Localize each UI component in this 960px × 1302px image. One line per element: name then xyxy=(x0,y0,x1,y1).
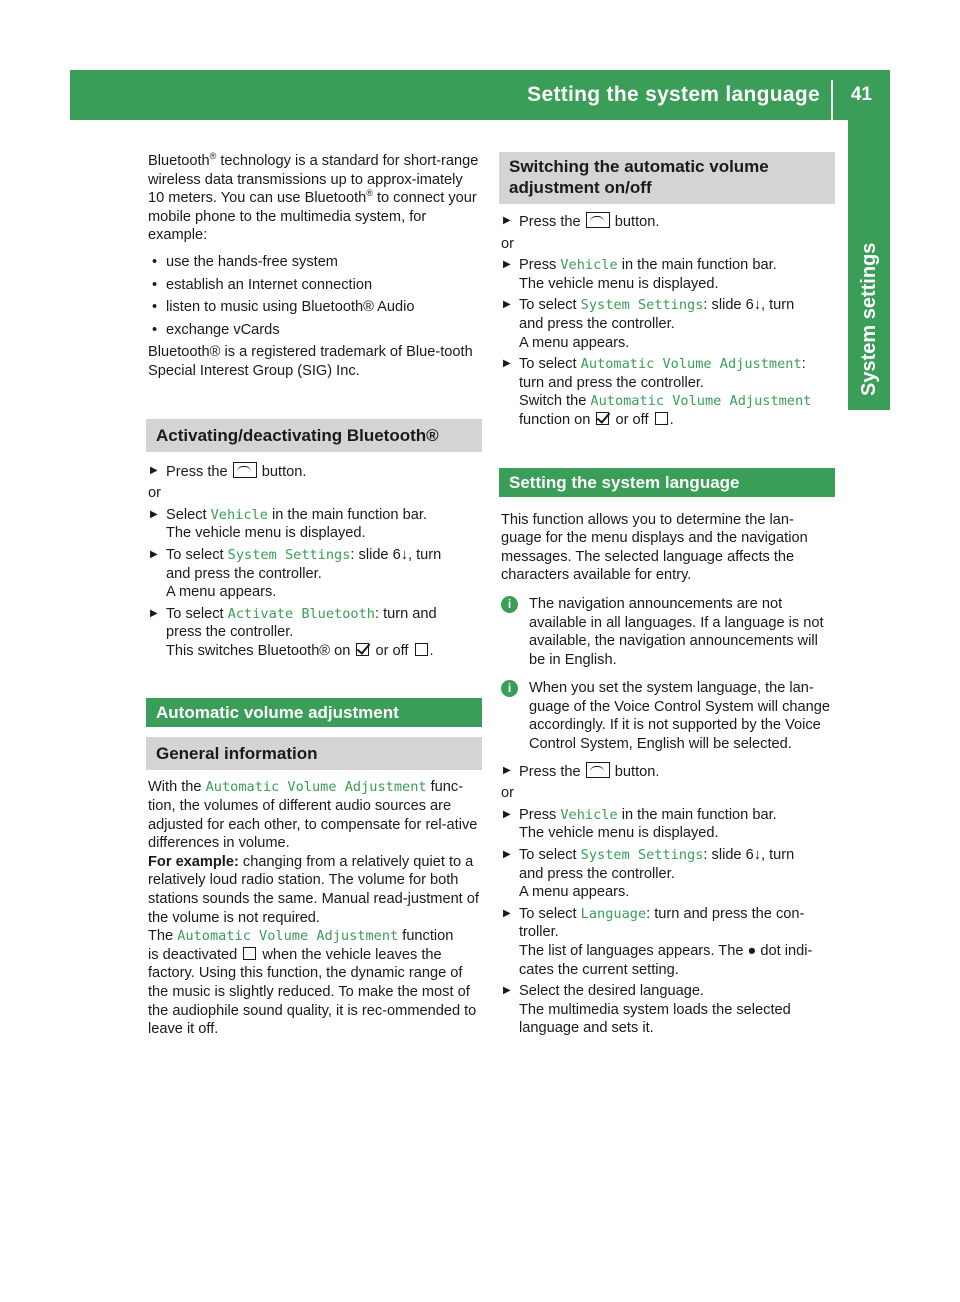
intro-paragraph: Bluetooth® technology is a standard for short-range wireless data transmissions up to approx-imately 10 meters. You can use Bluetooth® to connect your mobile phone to the multimedia system, for example: xyxy=(148,151,479,244)
side-tab-label: System settings xyxy=(858,242,880,396)
car-icon xyxy=(586,762,610,778)
header-title: Setting the system language xyxy=(527,83,820,106)
deactivated-paragraph: The Automatic Volume Adjustment function is deactivated when the vehicle leaves the factory. Using this function, the dynamic range of the music is slightly reduced. To make the most of the audiophile sound quality, it is rec-ommended to leave it off. xyxy=(148,928,477,1038)
section-heading-switch-volume: Switching the automatic volume adjustment on/off xyxy=(499,152,835,204)
example-paragraph: For example: changing from a relatively quiet to a relatively loud radio station. The volume for both stations sounds the same. Manual read-justment of the volume is not required. xyxy=(148,853,479,926)
info-icon: i xyxy=(501,680,518,697)
step-press-button: ▶ Press the button. xyxy=(148,462,480,482)
language-intro: This function allows you to determine the lan-guage for the menu displays and the navigation messages. The selected language affects the characters available for entry. xyxy=(501,511,808,584)
step-press-vehicle: ▶ Press Vehicle in the main function bar. The vehicle menu is displayed. xyxy=(501,806,833,843)
or-text: or xyxy=(501,785,514,802)
step-select-vehicle: ▶ Select Vehicle in the main function bar. The vehicle menu is displayed. xyxy=(148,506,480,543)
step-press-button: ▶ Press the button. xyxy=(501,212,833,232)
page-number: 41 xyxy=(850,84,872,105)
step-select-language: ▶ To select Language: turn and press the con-troller. The list of languages appears. The ● dot indi-cates the current setting. xyxy=(501,905,833,979)
info-note: i When you set the system language, the lan-guage of the Voice Control System will change accordingly. If it is not supported by the Voice Control System, English will be selected. xyxy=(501,679,833,753)
right-column xyxy=(501,152,833,1038)
checkbox-on-icon xyxy=(596,412,609,425)
step-select-system-settings: ▶ To select System Settings: slide 6↓, turn and press the controller. A menu appears. xyxy=(148,546,480,602)
section-heading-language: Setting the system language xyxy=(499,468,835,497)
section-heading-bluetooth: Activating/deactivating Bluetooth® xyxy=(146,419,482,452)
general-paragraph: With the Automatic Volume Adjustment func-tion, the volumes of different audio sources are adjusted for each other, to compensate for rel-ative differences in volume. xyxy=(148,779,478,852)
trademark-note: Bluetooth® is a registered trademark of Blue-tooth Special Interest Group (SIG) Inc. xyxy=(148,344,473,379)
side-tab xyxy=(848,120,890,410)
radio-dot-icon: ● xyxy=(747,943,757,959)
checkbox-off-icon xyxy=(415,643,428,656)
or-text: or xyxy=(148,485,161,502)
list-item: • establish an Internet connection xyxy=(148,276,480,295)
list-item: • use the hands-free system xyxy=(148,253,480,272)
step-select-system-settings: ▶ To select System Settings: slide 6↓, turn and press the controller. A menu appears. xyxy=(501,846,833,902)
car-icon xyxy=(233,462,257,478)
list-item: • listen to music using Bluetooth® Audio xyxy=(148,298,480,317)
left-column xyxy=(148,152,480,1039)
checkbox-off-icon xyxy=(655,412,668,425)
step-select-desired-language: ▶ Select the desired language. The multimedia system loads the selected language and sets it. xyxy=(501,982,833,1038)
info-icon: i xyxy=(501,596,518,613)
or-text: or xyxy=(501,235,514,252)
section-heading-general: General information xyxy=(146,737,482,770)
checkbox-on-icon xyxy=(356,643,369,656)
step-activate-bluetooth: ▶ To select Activate Bluetooth: turn and press the controller. This switches Bluetooth® on or off . xyxy=(148,605,480,661)
step-press-vehicle: ▶ Press Vehicle in the main function bar. The vehicle menu is displayed. xyxy=(501,256,833,293)
page-header xyxy=(70,70,890,120)
info-note: i The navigation announcements are not available in all languages. If a language is not available, the navigation announcements will be in English. xyxy=(501,595,833,669)
section-heading-auto-volume: Automatic volume adjustment xyxy=(146,698,482,727)
step-select-system-settings: ▶ To select System Settings: slide 6↓, turn and press the controller. A menu appears. xyxy=(501,296,833,352)
list-item: • exchange vCards xyxy=(148,321,480,340)
step-select-auto-volume: ▶ To select Automatic Volume Adjustment: turn and press the controller. Switch the Automatic Volume Adjustment function on or off . xyxy=(501,355,833,429)
header-divider xyxy=(831,80,833,120)
checkbox-off-icon xyxy=(243,947,256,960)
step-press-button: ▶ Press the button. xyxy=(501,762,833,782)
car-icon xyxy=(586,212,610,228)
